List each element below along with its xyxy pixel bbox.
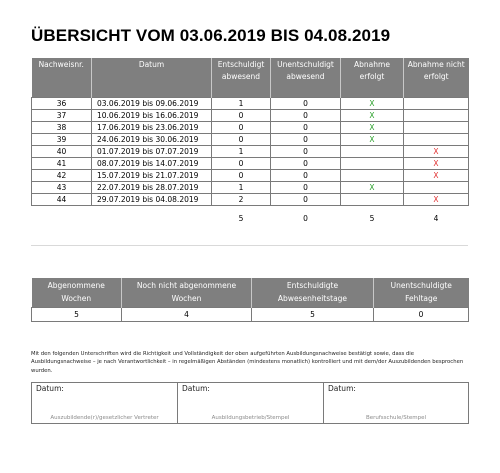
cell-nachweisnr: 37 [32, 110, 92, 122]
summary-value-abgenommen: 5 [32, 308, 122, 322]
col-header-entschuldigt: Entschuldigt abwesend [212, 58, 271, 98]
cell-datum: 17.06.2019 bis 23.06.2019 [92, 122, 212, 134]
cell-unentschuldigt: 0 [271, 122, 341, 134]
totals-spacer [32, 206, 92, 225]
totals-row [32, 206, 469, 225]
signature-date-label: Datum: [182, 384, 210, 393]
weekly-overview-table [31, 58, 469, 224]
signature-table [31, 382, 469, 424]
cell-abnahme-nicht-erfolgt: X [404, 170, 469, 182]
table-row [32, 122, 469, 134]
cell-abnahme-erfolgt: X [341, 110, 404, 122]
cell-abnahme-nicht-erfolgt [404, 182, 469, 194]
cell-abnahme-erfolgt: X [341, 182, 404, 194]
cell-abnahme-erfolgt: X [341, 98, 404, 110]
table-row [32, 134, 469, 146]
cell-abnahme-erfolgt [341, 170, 404, 182]
cell-abnahme-nicht-erfolgt: X [404, 158, 469, 170]
cell-abnahme-nicht-erfolgt [404, 110, 469, 122]
cell-entschuldigt: 0 [212, 122, 271, 134]
cell-unentschuldigt: 0 [271, 182, 341, 194]
summary-header-abgenommen: Abgenommene Wochen [32, 278, 122, 308]
cell-datum: 10.06.2019 bis 16.06.2019 [92, 110, 212, 122]
cell-entschuldigt: 1 [212, 146, 271, 158]
cell-abnahme-erfolgt: X [341, 134, 404, 146]
signature-field-company[interactable] [178, 383, 324, 424]
cell-unentschuldigt: 0 [271, 98, 341, 110]
table-row [32, 182, 469, 194]
summary-value-nicht-abgenommen: 4 [122, 308, 252, 322]
signature-date-label: Datum: [328, 384, 356, 393]
page-title: ÜBERSICHT VOM 03.06.2019 BIS 04.08.2019 [31, 26, 391, 45]
table-row [32, 170, 469, 182]
cell-entschuldigt: 0 [212, 134, 271, 146]
summary-header-nicht-abgenommen: Noch nicht abgenommene Wochen [122, 278, 252, 308]
cell-unentschuldigt: 0 [271, 194, 341, 206]
cell-unentschuldigt: 0 [271, 158, 341, 170]
signature-caption: Ausbildungsbetrieb/Stempel [211, 415, 290, 421]
cell-entschuldigt: 1 [212, 182, 271, 194]
table-row [32, 110, 469, 122]
cell-unentschuldigt: 0 [271, 146, 341, 158]
table-row [32, 146, 469, 158]
section-divider [31, 245, 468, 246]
cell-abnahme-nicht-erfolgt [404, 122, 469, 134]
cell-nachweisnr: 39 [32, 134, 92, 146]
col-header-datum: Datum [92, 58, 212, 98]
cell-abnahme-erfolgt: X [341, 122, 404, 134]
table-row [32, 98, 469, 110]
cell-abnahme-nicht-erfolgt: X [404, 146, 469, 158]
signature-caption: Auszubildende(r)/gesetzlicher Vertreter [50, 415, 159, 421]
confirmation-note: Mit den folgenden Unterschriften wird die Richtigkeit und Vollständigkeit der oben aufgeführten Ausbildungsnachweise bestätigt sowie, dass die Ausbildungsnachweise – je nach Verantwortlichkeit – in regelmäßigen Abständen (mindestens monatlich) kontrolliert und mit dem/der Auszubildenden besprochen wurden. [31, 351, 464, 374]
cell-unentschuldigt: 0 [271, 134, 341, 146]
cell-datum: 15.07.2019 bis 21.07.2019 [92, 170, 212, 182]
total-entschuldigt: 5 [238, 214, 244, 223]
signature-field-school[interactable] [324, 383, 469, 424]
cell-abnahme-erfolgt [341, 194, 404, 206]
cell-nachweisnr: 36 [32, 98, 92, 110]
table-row [32, 158, 469, 170]
cell-entschuldigt: 2 [212, 194, 271, 206]
cell-nachweisnr: 42 [32, 170, 92, 182]
cell-entschuldigt: 0 [212, 170, 271, 182]
total-abnahme-nicht-erfolgt: 4 [433, 214, 439, 223]
cell-datum: 01.07.2019 bis 07.07.2019 [92, 146, 212, 158]
cell-abnahme-nicht-erfolgt [404, 98, 469, 110]
table-row [32, 194, 469, 206]
total-unentschuldigt: 0 [303, 214, 308, 223]
signature-caption: Berufsschule/Stempel [365, 415, 427, 421]
cell-entschuldigt: 0 [212, 158, 271, 170]
cell-datum: 08.07.2019 bis 14.07.2019 [92, 158, 212, 170]
cell-abnahme-nicht-erfolgt [404, 134, 469, 146]
cell-entschuldigt: 0 [212, 110, 271, 122]
cell-nachweisnr: 43 [32, 182, 92, 194]
col-header-abnahme-nicht-erfolgt: Abnahme nicht erfolgt [404, 58, 469, 98]
cell-unentschuldigt: 0 [271, 110, 341, 122]
cell-nachweisnr: 44 [32, 194, 92, 206]
summary-value-entschuldigte-tage: 5 [252, 308, 374, 322]
cell-abnahme-erfolgt [341, 146, 404, 158]
cell-nachweisnr: 38 [32, 122, 92, 134]
summary-header-fehltage: Unentschuldigte Fehltage [374, 278, 469, 308]
cell-unentschuldigt: 0 [271, 170, 341, 182]
signature-field-trainee[interactable] [32, 383, 178, 424]
col-header-nachweisnr: Nachweisnr. [32, 58, 92, 98]
cell-datum: 22.07.2019 bis 28.07.2019 [92, 182, 212, 194]
cell-nachweisnr: 40 [32, 146, 92, 158]
summary-table [31, 278, 469, 322]
col-header-abnahme-erfolgt: Abnahme erfolgt [341, 58, 404, 98]
cell-datum: 29.07.2019 bis 04.08.2019 [92, 194, 212, 206]
col-header-unentschuldigt: Unentschuldigt abwesend [271, 58, 341, 98]
cell-entschuldigt: 1 [212, 98, 271, 110]
cell-datum: 24.06.2019 bis 30.06.2019 [92, 134, 212, 146]
totals-spacer [92, 206, 212, 225]
cell-abnahme-nicht-erfolgt: X [404, 194, 469, 206]
cell-abnahme-erfolgt [341, 158, 404, 170]
summary-value-fehltage: 0 [374, 308, 469, 322]
signature-date-label: Datum: [36, 384, 64, 393]
total-abnahme-erfolgt: 5 [369, 214, 375, 223]
cell-nachweisnr: 41 [32, 158, 92, 170]
summary-header-entschuldigte-tage: Entschuldigte Abwesenheitstage [252, 278, 374, 308]
cell-datum: 03.06.2019 bis 09.06.2019 [92, 98, 212, 110]
